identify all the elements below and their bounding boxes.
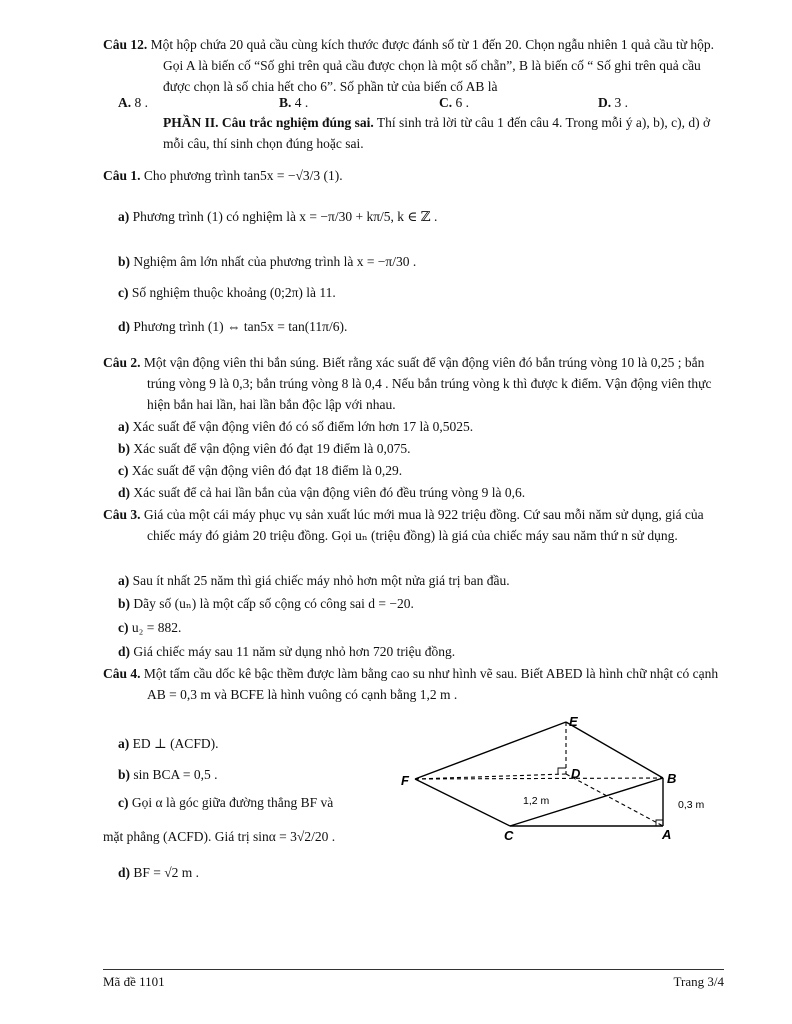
q3-c: c) u₂ = 882. [118, 620, 182, 635]
q2-c: c) Xác suất để vận động viên đó đạt 18 điểm là 0,29. [118, 463, 403, 478]
label-f: F [401, 773, 409, 788]
right-angle-d [558, 768, 566, 774]
edge-fc [415, 779, 510, 826]
q4-a: a) ED ⊥ (ACFD). [118, 736, 219, 751]
label-length-ab: 0,3 m [678, 799, 705, 811]
part2-title: PHẦN II. Câu trắc nghiệm đúng sai. [163, 115, 374, 130]
page-number: Trang 3/4 [673, 974, 724, 989]
q1-d: d) Phương trình (1) ⇔ tan5x = tan(11π/6). [118, 319, 348, 334]
q4-d: d) BF = √2 m . [118, 865, 200, 880]
page-footer [103, 969, 724, 994]
q4-intro: Câu 4. Một tấm cầu dốc kê bậc thềm được làm bằng cao su như hình vẽ sau. Biết ABED là hình chữ nhật có cạnh AB = 0,3 m và BCFE là hình vuông có cạnh bằng 1,2 m . [103, 666, 719, 702]
q3-d: d) Giá chiếc máy sau 11 năm sử dụng nhỏ hơn 720 triệu đồng. [118, 644, 456, 659]
q2-b: b) Xác suất để vận động viên đó đạt 19 điểm là 0,075. [118, 441, 411, 456]
label-c: C [504, 828, 514, 843]
q3-intro: Câu 3. Giá của một cái máy phục vụ sản xuất lúc mới mua là 922 triệu đồng. Cứ sau mỗi năm sử dụng, giá của chiếc máy đó giảm 20 triệu đồng. Gọi uₙ (triệu đồng) là giá của chiếc máy sau năm thứ n sử dụng. [103, 507, 704, 543]
q3-b: b) Dãy số (uₙ) là một cấp số cộng có công sai d = −20. [118, 596, 414, 611]
label-a: A [662, 827, 672, 842]
ramp-figure [390, 712, 720, 852]
q12-label: Câu 12. [103, 37, 148, 52]
q3-a: a) Sau ít nhất 25 năm thì giá chiếc máy nhỏ hơn một nửa giá trị ban đầu. [118, 573, 510, 588]
q12-text: Một hộp chứa 20 quả cầu cùng kích thước được đánh số từ 1 đến 20. Chọn ngẫu nhiên 1 quả cầu từ hộp. Gọi A là biến cố “Số ghi trên quả cầu được chọn là một số chẵn”, B là biến cố “ Số ghi trên quả cầu được chọn là số chia hết cho 6”. Số phần tử của biến cố AB là [150, 37, 715, 94]
question-12 [103, 34, 723, 97]
edge-da [566, 774, 663, 826]
q1-b: b) Nghiệm âm lớn nhất của phương trình là x = −π/30 . [118, 254, 417, 269]
q1-c: c) Số nghiệm thuộc khoảng (0;2π) là 11. [118, 285, 336, 300]
label-length-bc: 1,2 m [523, 795, 550, 807]
q4-c: c) Gọi α là góc giữa đường thẳng BF và [118, 795, 334, 810]
q4-c-cont: mặt phẳng (ACFD). Giá trị sinα = 3√2/20 . [103, 829, 336, 844]
q12-option-a: A. 8 . [118, 95, 148, 110]
label-b: B [667, 771, 677, 786]
q12-option-d: D. 3 . [598, 95, 628, 110]
q12-option-b: B. 4 . [279, 95, 309, 110]
edge-eb [566, 722, 663, 778]
q1-a: a) Phương trình (1) có nghiệm là x = −π/30 + kπ/5, k ∈ ℤ . [118, 209, 438, 224]
q12-option-c: C. 6 . [439, 95, 469, 110]
q2-a: a) Xác suất để vận động viên đó có số điểm lớn hơn 17 là 0,5025. [118, 419, 474, 434]
part-2-header [163, 112, 723, 154]
part2-desc: Thí sinh trả lời từ câu 1 đến câu 4. Trong mỗi ý a), b), c), d) ở mỗi câu, thí sinh chọn đúng hoặc sai. [163, 115, 711, 151]
exam-code: Mã đề 1101 [103, 974, 165, 989]
q2-intro: Câu 2. Một vận động viên thi bắn súng. Biết rằng xác suất để vận động viên đó bắn trúng vòng 10 là 0,25 ; bắn trúng vòng 9 là 0,3; bắn trúng vòng 8 là 0,4 . Nếu bắn trúng vòng k thì được k điểm. Vận động viên thực hiện bắn hai lần, hai lần bắn độc lập với nhau. [103, 355, 712, 412]
q4-b: b) sin BCA = 0,5 . [118, 767, 218, 782]
edge-fe [415, 722, 566, 779]
q1-intro: Câu 1. Cho phương trình tan5x = −√3/3 (1). [103, 168, 343, 183]
label-d: D [571, 766, 581, 781]
q2-d: d) Xác suất để cả hai lần bắn của vận động viên đó đều trúng vòng 9 là 0,6. [118, 485, 526, 500]
label-e: E [569, 714, 578, 729]
